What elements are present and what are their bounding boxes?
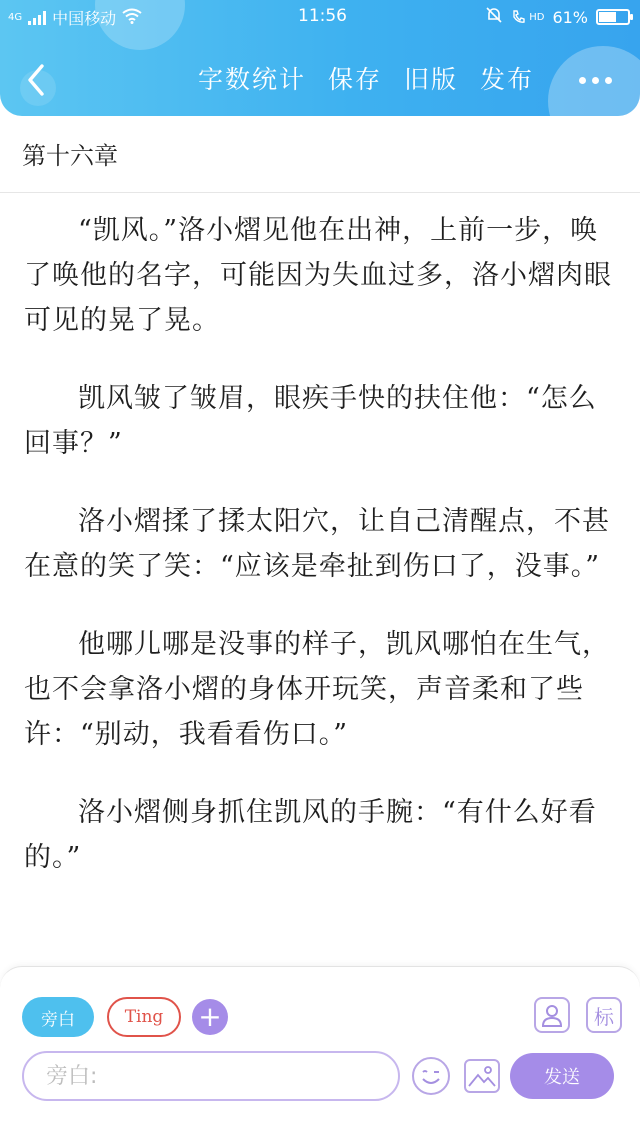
more-dots-icon — [579, 77, 586, 84]
signal-icon — [28, 11, 46, 25]
paragraph: 他哪儿哪是没事的样子，凯风哪怕在生气，也不会拿洛小熠的身体开玩笑，声音柔和了些许：“别动，我看看伤口。” — [24, 629, 610, 750]
chapter-content[interactable] — [24, 208, 616, 913]
paragraph: 凯风皱了皱眉，眼疾手快的扶住他：“怎么回事？” — [24, 383, 597, 459]
chapter-title[interactable]: 第十六章 — [22, 142, 118, 170]
paragraph: “凯风。”洛小熠见他在出神，上前一步，唤了唤他的名字，可能因为失血过多，洛小熠肉眼可见的晃了晃。 — [24, 215, 612, 336]
old-version-button[interactable]: 旧版 — [403, 65, 458, 94]
status-bar — [0, 0, 640, 34]
role-tag-ting[interactable]: Ting — [107, 997, 181, 1037]
chevron-left-icon — [18, 60, 58, 100]
role-tag-narrator[interactable]: 旁白 — [22, 997, 94, 1037]
user-card-icon — [540, 1002, 564, 1028]
image-button[interactable] — [464, 1059, 500, 1093]
paragraph: 洛小熠揉了揉太阳穴，让自己清醒点，不甚在意的笑了笑：“应该是牵扯到伤口了，没事。” — [24, 506, 610, 582]
call-hd-icon — [511, 9, 544, 25]
hd-label: HD — [529, 11, 545, 23]
back-button[interactable] — [18, 60, 58, 100]
clock: 11:56 — [298, 6, 347, 26]
paragraph: 洛小熠侧身抓住凯风的手腕：“有什么好看的。” — [24, 797, 597, 873]
top-toolbar — [0, 50, 640, 110]
mark-label: 标 — [594, 1004, 614, 1029]
battery-icon — [596, 9, 630, 25]
save-button[interactable]: 保存 — [327, 65, 382, 94]
battery-percent: 61% — [552, 7, 588, 27]
role-card-button[interactable] — [534, 997, 570, 1033]
more-menu-button[interactable] — [579, 62, 612, 98]
emoji-wink-icon — [414, 1059, 448, 1093]
word-count-button[interactable]: 字数统计 — [197, 65, 306, 94]
composer-panel — [0, 966, 640, 1138]
wifi-icon — [122, 8, 142, 28]
divider — [0, 192, 640, 193]
mark-button[interactable] — [586, 997, 622, 1033]
mute-bell-icon — [485, 6, 503, 28]
image-icon — [466, 1061, 498, 1091]
publish-button[interactable]: 发布 — [479, 65, 534, 94]
carrier-name: 中国移动 — [52, 9, 117, 28]
message-input[interactable] — [22, 1051, 400, 1101]
plus-icon: + — [198, 1000, 222, 1033]
app-header — [0, 0, 640, 116]
emoji-button[interactable] — [412, 1057, 450, 1095]
network-type: 4G — [8, 12, 23, 23]
send-button[interactable]: 发送 — [510, 1053, 614, 1099]
add-role-button[interactable] — [192, 999, 228, 1035]
